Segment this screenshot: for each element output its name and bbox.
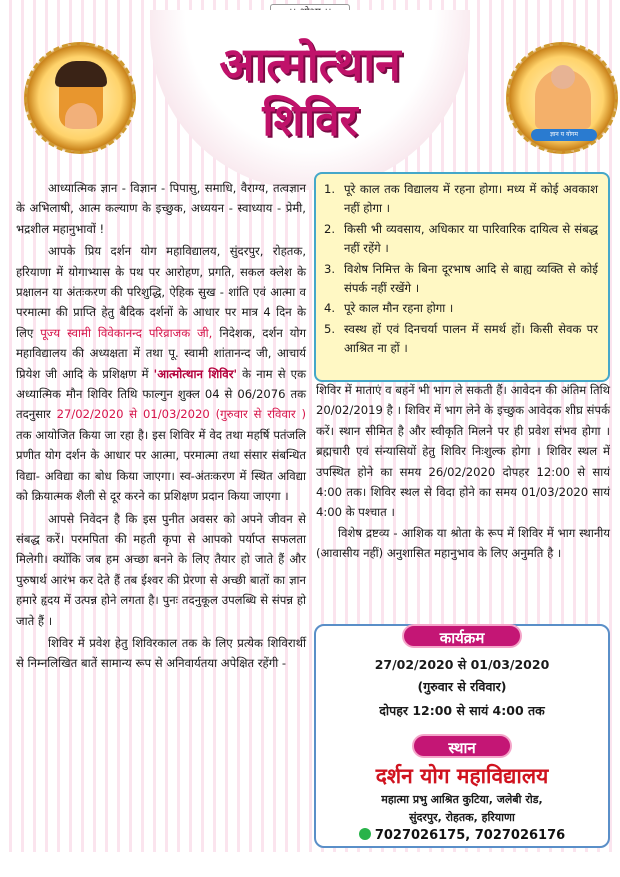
rule-text: किसी भी व्यवसाय, अधिकार या पारिवारिक दायित्व से संबद्ध नहीं रहेंगे । (344, 221, 598, 256)
rule-item (324, 320, 598, 359)
rule-number: 3. (324, 261, 336, 276)
program-time: दोपहर 12:00 से सायं 4:00 तक (379, 703, 545, 718)
address-line-2: सुंदरपुर, रोहतक, हरियाणा (409, 811, 515, 824)
shivir-name: 'आत्मोत्थान शिविर' (153, 366, 238, 381)
swami-portrait-left (24, 42, 136, 154)
bottom-band (0, 852, 620, 877)
rule-item (324, 220, 598, 259)
intro-p2-part-a: आपके प्रिय दर्शन योग महाविद्यालय, सुंदरपुर, रोहतक, हरियाणा में योगाभ्यास के पथ पर आरोहण, प्रगति, सकल क्लेश के प्रक्षालन या अंतःकरण की परिशुद्धि, ऐहिक सुख - शांति एवं आत्मा व परमात्मा की प्राप्ति हेतु बैदिक दर्शनों के आधार पर मात्र 4 दिन के लिए (16, 244, 306, 340)
page-title-line2: शिविर (262, 95, 358, 146)
program-dates: 27/02/2020 से 01/03/2020 (374, 657, 550, 672)
rule-text: पूरे काल तक विद्यालय में रहना होगा। मध्य में कोई अवकाश नहीं होगा । (344, 182, 598, 216)
venue-label: स्थान (412, 734, 512, 758)
intro-p2-part-c: के नाम से एक अध्यात्मिक मौन शिविर तिथि फाल्गुन शुक्ल 04 से 06/2076 तक तदनुसार (16, 366, 307, 422)
intro-paragraph-1: आध्यात्मिक ज्ञान - विज्ञान - पिपासु, समाधि, वैराग्य, तत्वज्ञान के अभिलाषी, आत्म कल्याण के इच्छुक, अध्ययन - स्वाध्याय - प्रेमी, भद्रशील महानुभावों ! (16, 181, 306, 236)
rule-text: पूरे काल मौन रहना होगा । (344, 301, 454, 316)
phone-text: 7027026175, 7027026176 (374, 828, 566, 843)
info-paragraph-2: विशेष द्रष्टव्य - आशिक या श्रोता के रूप में शिविर में भाग स्थानीय (आवासीय नहीं) अनुशासित महानुभाव के लिए अनुमति है । (316, 525, 610, 561)
rule-item (324, 180, 598, 219)
rule-number: 2. (324, 221, 336, 236)
intro-paragraph-4: शिविर में प्रवेश हेतु शिविरकाल तक के लिए प्रत्येक शिविरार्थी से निम्नलिखित बातें सामान्य रूप से अनिवार्यतया अपेक्षित रहेंगी - (16, 635, 306, 671)
rule-text: स्वस्थ हों एवं दिनचर्या पालन में समर्थ हों। किसी सेवक पर आश्रित ना हों । (344, 321, 598, 356)
intro-p2-part-b: निदेशक, दर्शन योग महाविद्यालय की अध्यक्षता में तथा पू. स्वामी शांतानन्द जी, आचार्य प्रियेश जी आदि के प्रशिक्षण में (16, 325, 306, 381)
page-title-line1: आत्मोत्थान (219, 37, 401, 91)
rule-text: विशेष निमित्त के बिना दूरभाष आदि से बाह्य व्यक्ति से कोई संपर्क नहीं रखेंगे । (344, 261, 598, 296)
shivir-dates: 27/02/2020 से 01/03/2020 (गुरुवार से रविवार ) (56, 407, 307, 422)
info-column (316, 380, 610, 564)
meditation-portrait-right (506, 42, 618, 154)
rule-number: 5. (324, 321, 336, 336)
swami-name: पूज्य स्वामी विवेकानन्द परिव्राजक जी, (40, 325, 213, 340)
program-days: (गुरुवार से रविवार) (417, 679, 507, 694)
intro-paragraph-3: आपसे निवेदन है कि इस पुनीत अवसर को अपने जीवन से संबद्ध करें। परमपिता की महती कृपा से आपको पर्याप्त सफलता मिलेगी। क्योंकि जब हम अच्छा बनने के लिए तैयार हो जाते हैं और पुरुषार्थ आरंभ कर देते हैं तब ईश्वर की प्रेरणा से अच्छी बातों का ज्ञान हमारे हृदय में उत्पन्न होने लगता है। पुनः तदनुकूल उपलब्धि से संपन्न हो जाते हैं । (16, 511, 306, 628)
phone-numbers (316, 828, 608, 843)
rules-box (314, 172, 610, 382)
college-name: दर्शन योग महाविद्यालय (375, 763, 549, 788)
rule-item (324, 260, 598, 299)
intro-p2-part-d: तक आयोजित किया जा रहा है। इस शिविर में वेद तथा महर्षि पतंजलि प्रणीत योग दर्शन के आधार पर आत्मा, परमात्मा तथा संसार संबन्धित विद्या- अविद्या का बोध किया जाएगा। स्व-अंतःकरण में स्थित अविद्या को क्रियात्मक शैली से दूर करने का प्रशिक्षण प्रदान किया जाएगा । (16, 427, 306, 504)
intro-paragraph-2 (16, 241, 306, 506)
rule-number: 4. (324, 301, 336, 316)
program-label: कार्यक्रम (402, 624, 522, 648)
rule-number: 1. (324, 182, 336, 196)
portrait-hair-icon (55, 61, 107, 87)
program-box (314, 624, 610, 848)
whatsapp-icon (359, 828, 371, 840)
intro-column (16, 178, 306, 676)
portrait-badge: ज्ञान य योगम (531, 129, 597, 141)
address-line-1: महात्मा प्रभु आश्रित कुटिया, जलेबी रोड, (381, 793, 543, 806)
info-paragraph-1: शिविर में माताएं व बहनें भी भाग ले सकती हैं। आवेदन की अंतिम तिथि 20/02/2019 है । शिविर में भाग लेने के इच्छुक आवेदक शीघ्र संपर्क करें। स्थान सीमित है और स्वीकृति मिलने पर ही प्रवेश संभव होगा । ब्रह्मचारी एवं संन्यासियों हेतु शिविर निःशुल्क होगा । शिविर स्थल में उपस्थित होने का समय 26/02/2020 दोपहर 12:00 से सायं 4:00 तक। शिविर स्थल से विदा होने का समय 01/03/2020 सायं 4:00 के पश्चात । (316, 383, 610, 520)
rule-item (324, 299, 598, 318)
seated-yogi-icon (535, 69, 591, 129)
